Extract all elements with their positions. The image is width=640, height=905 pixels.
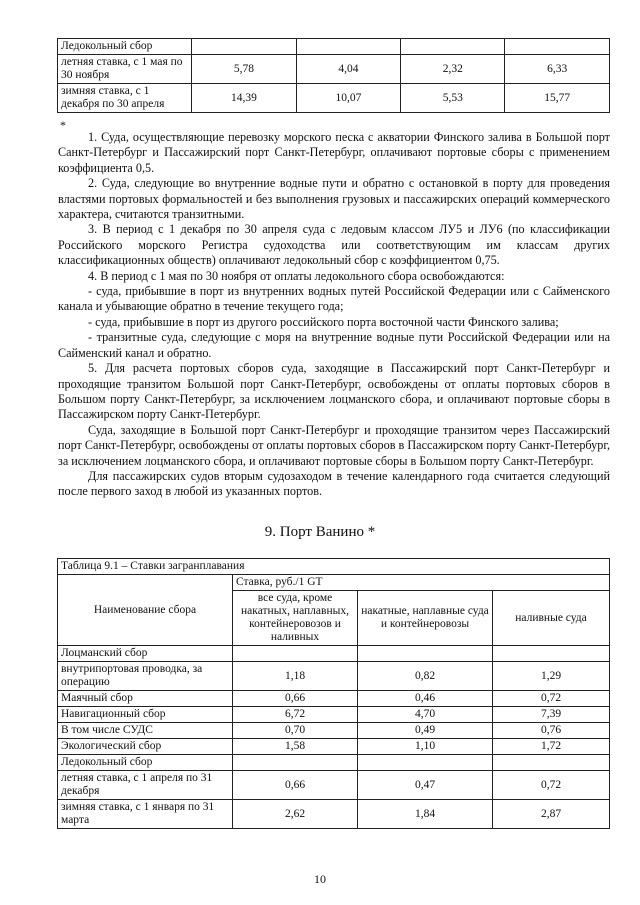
paragraph: 5. Для расчета портовых сборов суда, заходящие в Пассажирский порт Санкт-Петербург и проходящие транзитом Большой порт Санкт-Петербург, освобождены от оплаты портовых сборов в Большом порту Санкт-Петербург, за исключением лоцманского сбора, и оплачивают портовые сборы в Пассажирском порту Санкт-Петербург. bbox=[58, 361, 610, 422]
row-name: летняя ставка, с 1 апреля по 31 декабря bbox=[58, 771, 233, 800]
table-row bbox=[58, 662, 610, 691]
cell-value: 0,46 bbox=[358, 691, 493, 707]
cell-value: 0,70 bbox=[233, 723, 358, 739]
cell-value: 7,39 bbox=[493, 707, 610, 723]
table-row bbox=[58, 771, 610, 800]
section-label: Ледокольный сбор bbox=[58, 755, 233, 771]
table-row bbox=[58, 646, 610, 662]
list-item: - суда, прибывшие в порт из внутренних водных путей Российской Федерации или с Сайменского канала и убывающие обратно в течение текущего года; bbox=[58, 284, 610, 314]
cell-value: 2,32 bbox=[401, 55, 505, 84]
section-heading: 9. Порт Ванино * bbox=[264, 524, 376, 540]
cell-value: 10,07 bbox=[296, 84, 401, 113]
notes-block bbox=[58, 130, 610, 500]
column-header: накатные, наплавные суда и контейнеровозы bbox=[358, 591, 493, 646]
row-name: В том числе СУДС bbox=[58, 723, 233, 739]
cell-value: 4,70 bbox=[358, 707, 493, 723]
table-row bbox=[58, 55, 610, 84]
row-name: Навигационный сбор bbox=[58, 707, 233, 723]
column-header-name: Наименование сбора bbox=[58, 575, 233, 646]
cell-value: 5,78 bbox=[192, 55, 297, 84]
cell-value: 6,72 bbox=[233, 707, 358, 723]
cell-value: 0,72 bbox=[493, 771, 610, 800]
cell-value: 0,47 bbox=[358, 771, 493, 800]
row-name: зимняя ставка, с 1 января по 31 марта bbox=[58, 800, 233, 829]
cell-value: 0,66 bbox=[233, 771, 358, 800]
row-name: внутрипортовая проводка, за операцию bbox=[58, 662, 233, 691]
table-row bbox=[58, 723, 610, 739]
section-label: Лоцманский сбор bbox=[58, 646, 233, 662]
column-header: все суда, кроме накатных, наплавных, контейнеровозов и наливных bbox=[233, 591, 358, 646]
cell-value: 0,76 bbox=[493, 723, 610, 739]
cell-value: 1,72 bbox=[493, 739, 610, 755]
table-row bbox=[58, 575, 610, 591]
cell-value: 0,66 bbox=[233, 691, 358, 707]
footnote-star: * bbox=[60, 118, 66, 132]
cell-value: 4,04 bbox=[296, 55, 401, 84]
cell-value: 0,82 bbox=[358, 662, 493, 691]
paragraph: Суда, заходящие в Большой порт Санкт-Петербург и проходящие транзитом через Пассажирский порт Санкт-Петербург, освобождены от оплаты портовых сборов в Пассажирском порту Санкт-Петербург, за исключением лоцманского сбора, и оплачивают портовые сборы в Большом порту Санкт-Петербург. bbox=[58, 422, 611, 468]
section-label: Ледокольный сбор bbox=[58, 39, 192, 55]
icebreaker-fee-table-continued bbox=[57, 38, 610, 113]
table-row bbox=[58, 691, 610, 707]
cell-value: 14,39 bbox=[192, 84, 297, 113]
cell-value: 0,72 bbox=[493, 691, 610, 707]
row-name: летняя ставка, с 1 мая по 30 ноября bbox=[58, 55, 192, 84]
cell-value: 1,84 bbox=[358, 800, 493, 829]
cell-value: 1,58 bbox=[233, 739, 358, 755]
table-row bbox=[58, 707, 610, 723]
row-name: Маячный сбор bbox=[58, 691, 233, 707]
paragraph: 1. Суда, осуществляющие перевозку морского песка с акватории Финского залива в Большой порт Санкт-Петербург и Пассажирский порт Санкт-Петербург, оплачивают портовые сборы с применением коэффициента 0,5. bbox=[58, 130, 610, 175]
column-header: наливные суда bbox=[493, 591, 610, 646]
vanino-rates-table bbox=[57, 558, 610, 829]
paragraph: 4. В период с 1 мая по 30 ноября от оплаты ледокольного сбора освобождаются: bbox=[88, 268, 505, 283]
cell-value: 5,53 bbox=[401, 84, 505, 113]
cell-value: 0,49 bbox=[358, 723, 493, 739]
row-name: зимняя ставка, с 1 декабря по 30 апреля bbox=[58, 84, 192, 113]
table-row bbox=[58, 739, 610, 755]
cell-value: 1,29 bbox=[493, 662, 610, 691]
row-name: Экологический сбор bbox=[58, 739, 233, 755]
table-row bbox=[58, 84, 610, 113]
table-row bbox=[58, 755, 610, 771]
paragraph: Для пассажирских судов вторым судозаходом в течение календарного года считается следующий после первого заход в любой из указанных портов. bbox=[58, 468, 610, 499]
cell-value: 6,33 bbox=[505, 55, 610, 84]
table-row bbox=[58, 39, 610, 55]
cell-value: 1,10 bbox=[358, 739, 493, 755]
cell-value: 2,87 bbox=[493, 800, 610, 829]
list-item: - суда, прибывшие в порт из другого российского порта восточной части Финского залива; bbox=[88, 314, 559, 329]
cell-value: 2,62 bbox=[233, 800, 358, 829]
rate-header: Ставка, руб./1 GT bbox=[233, 575, 610, 591]
cell-value: 15,77 bbox=[505, 84, 610, 113]
paragraph: 2. Суда, следующие во внутренние водные пути и обратно с остановкой в порту для проведения властями портовых формальностей и без выполнения грузовых и пассажирских операций коммерческого характера, считаются транзитными. bbox=[58, 176, 610, 222]
table-caption: Таблица 9.1 – Ставки загранплавания bbox=[58, 559, 610, 575]
table-row bbox=[58, 559, 610, 575]
table-row bbox=[58, 800, 610, 829]
cell-value: 1,18 bbox=[233, 662, 358, 691]
list-item: - транзитные суда, следующие с моря на внутренние водные пути Российской Федерации или на Сайменский канал и обратно. bbox=[58, 330, 610, 360]
paragraph: 3. В период с 1 декабря по 30 апреля суда с ледовым классом ЛУ5 и ЛУ6 (по классификации Российского морского Регистра судоходства или соответствующим им классам других классификационных обществ) оплачивают ледокольный сбор с коэффициентом 0,75. bbox=[58, 222, 610, 268]
page-number: 10 bbox=[314, 872, 326, 886]
